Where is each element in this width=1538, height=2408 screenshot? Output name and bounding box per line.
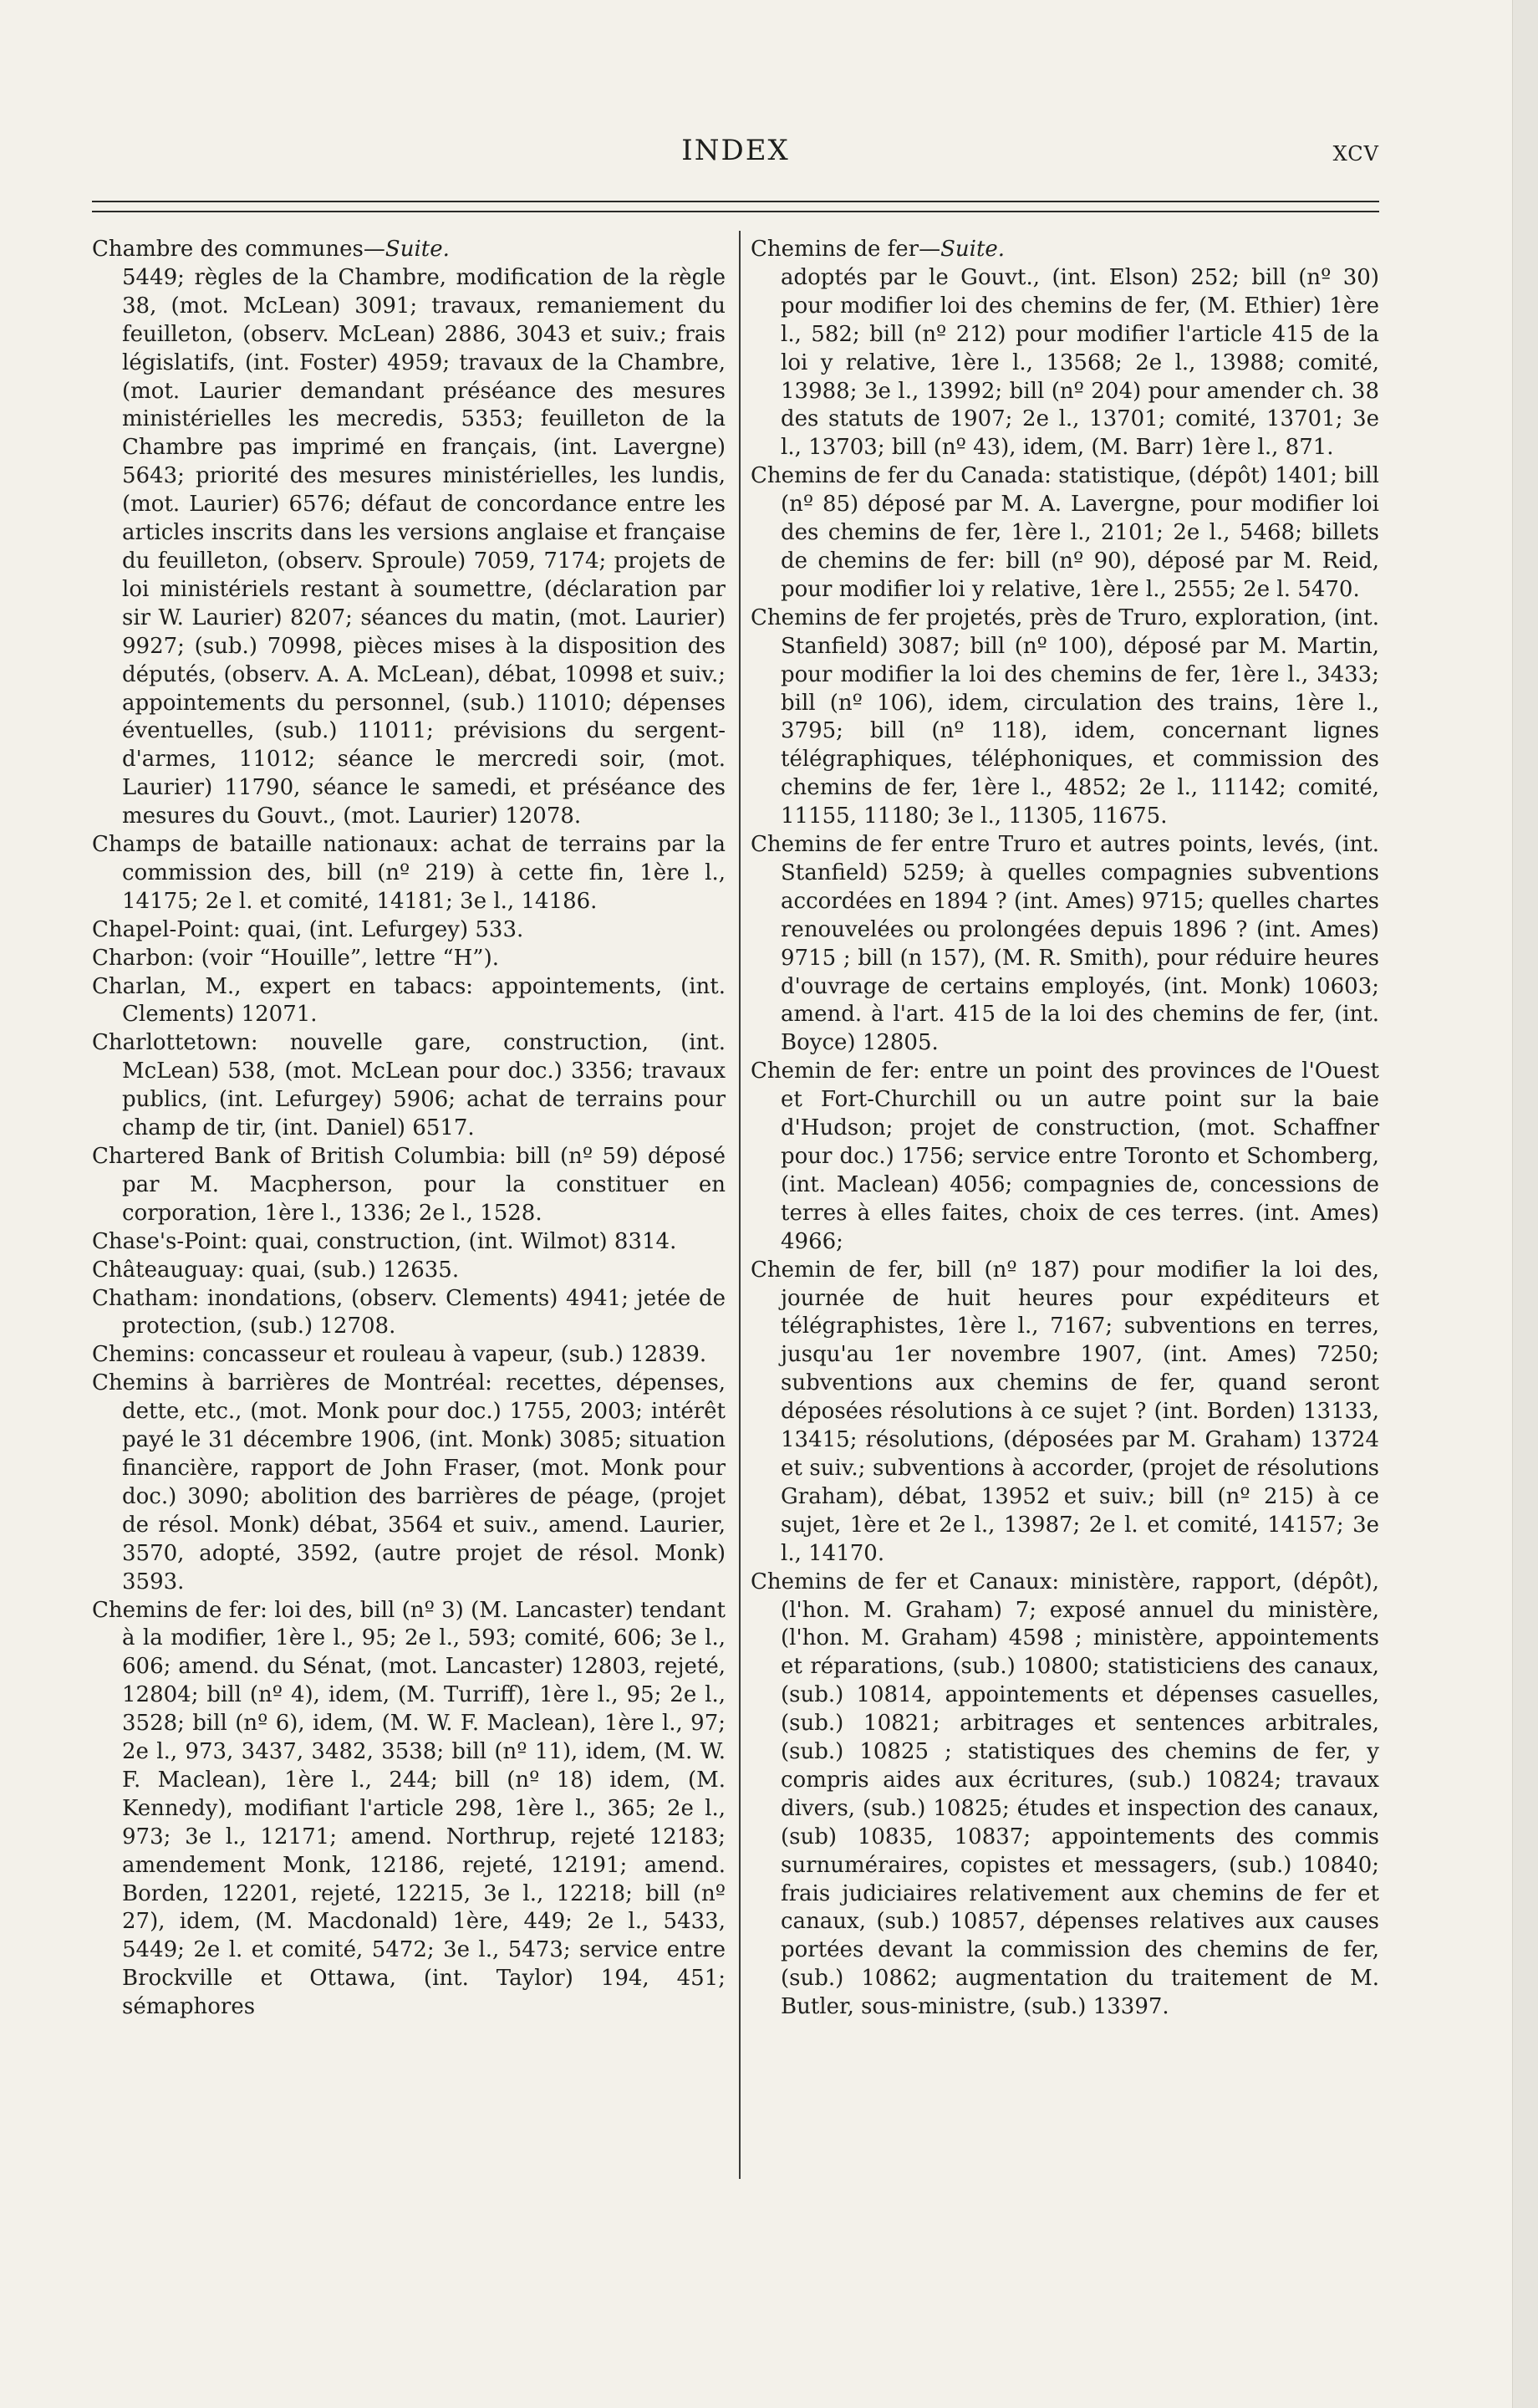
page-header <box>92 134 1379 176</box>
header-rule-top <box>92 201 1379 202</box>
index-entry: Charlan, M., expert en tabacs: appointements, (int. Clements) 12071. <box>92 973 726 1028</box>
page-edge <box>1512 0 1538 2408</box>
index-entry: Chemins de fer entre Truro et autres points, levés, (int. Stanfield) 5259; à quelles compagnies subventions accordées en 1894 ? (int. Ames) 9715; quelles chartes renouvelées ou prolongées depuis 1896 ? (int. Ames) 9715 ; bill (n 157), (M. R. Smith), pour réduire heures d'ouvrage de certains employés, (int. Monk) 10603; amend. à l'art. 415 de la loi des chemins de fer, (int. Boyce) 12805. <box>751 832 1379 1056</box>
continued-body: 5449; règles de la Chambre, modification de la règle 38, (mot. McLean) 3091; travaux, remaniement du feuilleton, (observ. McLean) 2886, 3043 et suiv.; frais législatifs, (int. Foster) 4959; travaux de la Chambre, (mot. Laurier demandant préséance des mesures ministérielles les mecredis, 5353; feuilleton de la Chambre pas imprimé en français, (int. Lavergne) 5643; priorité des mesures ministérielles, les lundis, (mot. Laurier) 6576; défaut de concordance entre les articles inscrits dans les versions anglaise et française du feuilleton, (observ. Sproule) 7059, 7174; projets de loi ministériels restant à soumettre, (déclaration par sir W. Laurier) 8207; séances du matin, (mot. Laurier) 9927; (sub.) 70998, pièces mises à la disposition des députés, (observ. A. A. McLean), débat, 10998 et suiv.; appointements du personnel, (sub.) 11010; dépenses éventuelles, (sub.) 11011; prévisions du sergent-d'armes, 11012; séance le mercredi soir, (mot. Laurier) 11790, séance le samedi, et préséance des mesures du Gouvt., (mot. Laurier) 12078. <box>122 264 726 829</box>
index-entry: Chemin de fer: entre un point des provinces de l'Ouest et Fort-Churchill ou un autre point sur la baie d'Hudson; projet de construction, (mot. Schaffner pour doc.) 1756; service entre Toronto et Schomberg, (int. Maclean) 4056; compagnies de, concessions de terres à elles faites, choix de ces terres. (int. Ames) 4966; <box>751 1059 1379 1254</box>
right-column <box>751 236 1379 2022</box>
index-entry: Chase's-Point: quai, construction, (int. Wilmot) 8314. <box>92 1228 677 1254</box>
header-rule-bottom <box>92 211 1379 212</box>
index-entry: Chemins à barrières de Montréal: recettes, dépenses, dette, etc., (mot. Monk pour doc.) 1755, 2003; intérêt payé le 31 décembre 1906, (int. Monk) 3085; situation financière, rapport de John Fraser, (mot. Monk pour doc.) 3090; abolition des barrières de péage, (projet de résol. Monk) débat, 3564 et suiv., amend. Laurier, 3570, adopté, 3592, (autre projet de résol. Monk) 3593. <box>92 1370 726 1594</box>
index-entry: Chemins de fer: loi des, bill (nº 3) (M. Lancaster) tendant à la modifier, 1ère l., 95; 2e l., 593; comité, 606; 3e l., 606; amend. du Sénat, (mot. Lancaster) 12803, rejeté, 12804; bill (nº 4), idem, (M. Turriff), 1ère l., 95; 2e l., 3528; bill (nº 6), idem, (M. W. F. Maclean), 1ère l., 97; 2e l., 973, 3437, 3482, 3538; bill (nº 11), idem, (M. W. F. Maclean), 1ère l., 244; bill (nº 18) idem, (M. Kennedy), modifiant l'article 298, 1ère l., 365; 2e l., 973; 3e l., 12171; amend. Northrup, rejeté 12183; amendement Monk, 12186, rejeté, 12191; amend. Borden, 12201, rejeté, 12215, 3e l., 12218; bill (nº 27), idem, (M. Macdonald) 1ère, 449; 2e l., 5433, 5449; 2e l. et comité, 5472; 3e l., 5473; service entre Brockville et Ottawa, (int. Taylor) 194, 451; sémaphores <box>92 1597 726 2020</box>
continued-body: adoptés par le Gouvt., (int. Elson) 252; bill (nº 30) pour modifier loi des chemins de fer, (M. Ethier) 1ère l., 582; bill (nº 212) pour modifier l'article 415 de la loi y relative, 1ère l., 13568; 2e l., 13988; comité, 13988; 3e l., 13992; bill (nº 204) pour amender ch. 38 des statuts de 1907; 2e l., 13701; comité, 13701; 3e l., 13703; bill (nº 43), idem, (M. Barr) 1ère l., 871. <box>781 264 1379 461</box>
index-entry: Chemins de fer et Canaux: ministère, rapport, (dépôt), (l'hon. M. Graham) 7; exposé annuel du ministère, (l'hon. M. Graham) 4598 ; ministère, appointements et réparations, (sub.) 10800; statisticiens des canaux, (sub.) 10814, appointements et dépenses casuelles, (sub.) 10821; arbitrages et sentences arbitrales, (sub.) 10825 ; statistiques des chemins de fer, y compris aides aux écritures, (sub.) 10824; travaux divers, (sub.) 10825; études et inspection des canaux, (sub) 10835, 10837; appointements des commis surnuméraires, copistes et messagers, (sub.) 10840; frais judiciaires relativement aux chemins de fer et canaux, (sub.) 10857, dépenses relatives aux causes portées devant la commission des chemins de fer, (sub.) 10862; augmentation du traitement de M. Butler, sous-ministre, (sub.) 13397. <box>751 1569 1379 2020</box>
left-column <box>92 236 726 2022</box>
index-entry: Champs de bataille nationaux: achat de terrains par la commission des, bill (nº 219) à cette fin, 1ère l., 14175; 2e l. et comité, 14181; 3e l., 14186. <box>92 832 726 914</box>
column-divider <box>739 231 741 2179</box>
index-entry: Chatham: inondations, (observ. Clements) 4941; jetée de protection, (sub.) 12708. <box>92 1285 726 1339</box>
page-title: INDEX <box>681 134 790 167</box>
continued-suffix: Suite. <box>384 237 450 262</box>
index-entry: Chartered Bank of British Columbia: bill (nº 59) déposé par M. Macpherson, pour la constituer en corporation, 1ère l., 1336; 2e l., 1528. <box>92 1144 726 1226</box>
continued-term: Chemins de fer— <box>751 237 941 262</box>
index-entry: Chemins de fer projetés, près de Truro, exploration, (int. Stanfield) 3087; bill (nº 100), déposé par M. Martin, pour modifier la loi des chemins de fer, 1ère l., 3433; bill (nº 106), idem, circulation des trains, 1ère l., 3795; bill (nº 118), idem, concernant lignes télégraphiques, téléphoniques, et commission des chemins de fer, 1ère l., 4852; 2e l., 11142; comité, 11155, 11180; 3e l., 11305, 11675. <box>751 605 1379 829</box>
index-entry: Châteauguay: quai, (sub.) 12635. <box>92 1257 460 1283</box>
index-entry: Charbon: (voir “Houille”, lettre “H”). <box>92 945 499 971</box>
page-number: XCV <box>1332 142 1379 166</box>
index-entry: Charlottetown: nouvelle gare, construction, (int. McLean) 538, (mot. McLean pour doc.) 3356; travaux publics, (int. Lefurgey) 5906; achat de terrains pour champ de tir, (int. Daniel) 6517. <box>92 1030 726 1141</box>
index-entry: Chemins de fer du Canada: statistique, (dépôt) 1401; bill (nº 85) déposé par M. A. Lavergne, pour modifier loi des chemins de fer, 1ère l., 2101; 2e l., 5468; billets de chemins de fer: bill (nº 90), déposé par M. Reid, pour modifier loi y relative, 1ère l., 2555; 2e l. 5470. <box>751 463 1379 602</box>
continued-heading <box>751 236 1379 264</box>
index-entry: Chemins: concasseur et rouleau à vapeur, (sub.) 12839. <box>92 1342 707 1368</box>
continued-suffix: Suite. <box>940 237 1006 262</box>
index-entry: Chapel-Point: quai, (int. Lefurgey) 533. <box>92 916 524 942</box>
continued-term: Chambre des communes— <box>92 237 385 262</box>
continued-heading <box>92 236 726 264</box>
index-entry: Chemin de fer, bill (nº 187) pour modifier la loi des, journée de huit heures pour expéditeurs et télégraphistes, 1ère l., 7167; subventions en terres, jusqu'au 1er novembre 1907, (int. Ames) 7250; subventions aux chemins de fer, quand seront déposées résolutions à ce sujet ? (int. Borden) 13133, 13415; résolutions, (déposées par M. Graham) 13724 et suiv.; subventions à accorder, (projet de résolutions Graham), débat, 13952 et suiv.; bill (nº 215) à ce sujet, 1ère et 2e l., 13987; 2e l. et comité, 14157; 3e l., 14170. <box>751 1257 1379 1566</box>
